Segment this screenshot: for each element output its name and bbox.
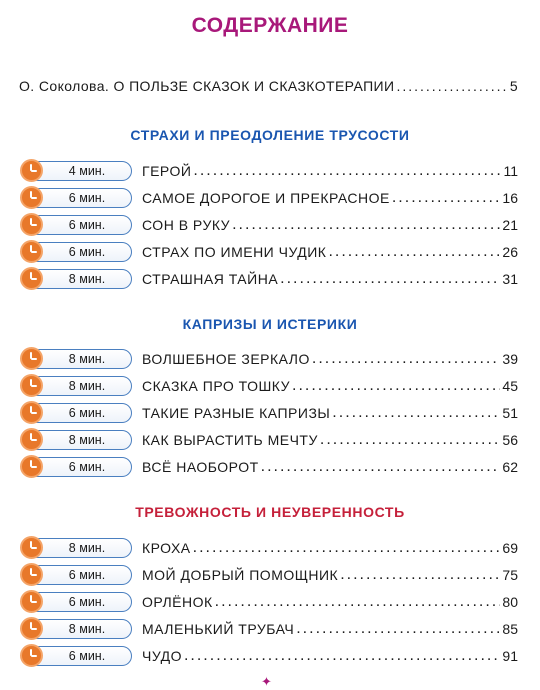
leader-dots <box>280 270 500 288</box>
leader-dots <box>328 243 500 261</box>
story-title: САМОЕ ДОРОГОЕ И ПРЕКРАСНОЕ <box>142 190 390 206</box>
reading-time-badge <box>22 430 132 450</box>
reading-time: 8 мин. <box>68 622 106 636</box>
toc-entry[interactable] <box>22 645 518 667</box>
reading-time: 4 мин. <box>68 164 106 178</box>
toc-entry[interactable] <box>22 591 518 613</box>
toc-entry[interactable] <box>22 241 518 263</box>
leader-dots <box>261 458 501 476</box>
story-title: МОЙ ДОБРЫЙ ПОМОЩНИК <box>142 567 339 583</box>
leader-dots <box>292 377 500 395</box>
intro-author: О. Соколова. <box>19 78 110 94</box>
clock-icon <box>20 644 43 667</box>
reading-time-badge <box>22 592 132 612</box>
reading-time: 6 мин. <box>68 218 106 232</box>
page-number: 91 <box>502 648 518 664</box>
page-number: 62 <box>502 459 518 475</box>
page-title: СОДЕРЖАНИЕ <box>191 14 349 37</box>
reading-time: 8 мин. <box>68 541 106 555</box>
story-title: СОН В РУКУ <box>142 217 231 233</box>
leader-dots <box>332 404 500 422</box>
leader-dots <box>312 350 501 368</box>
page-number: 56 <box>502 432 518 448</box>
page-number: 85 <box>502 621 518 637</box>
leader-dots <box>184 647 500 665</box>
leader-dots <box>232 216 500 234</box>
section-title-tantrums: КАПРИЗЫ И ИСТЕРИКИ <box>182 316 358 332</box>
clock-icon <box>20 186 43 209</box>
story-title: ГЕРОЙ <box>142 163 192 179</box>
leader-dots <box>396 78 507 94</box>
sparkle-icon: ✦ <box>261 674 272 689</box>
story-title: СТРАХ ПО ИМЕНИ ЧУДИК <box>142 244 327 260</box>
page-number: 45 <box>502 378 518 394</box>
story-title: ОРЛЁНОК <box>142 594 213 610</box>
intro-page: 5 <box>509 78 518 94</box>
page-number: 80 <box>502 594 518 610</box>
reading-time: 6 мин. <box>68 568 106 582</box>
page-number: 51 <box>502 405 518 421</box>
reading-time: 6 мин. <box>68 649 106 663</box>
clock-icon <box>20 401 43 424</box>
reading-time: 6 мин. <box>68 191 106 205</box>
toc-entry[interactable] <box>22 375 518 397</box>
reading-time: 6 мин. <box>68 406 106 420</box>
toc-entry[interactable] <box>22 618 518 640</box>
reading-time-badge <box>22 538 132 558</box>
reading-time-badge <box>22 646 132 666</box>
story-title: ТАКИЕ РАЗНЫЕ КАПРИЗЫ <box>142 405 331 421</box>
intro-entry[interactable] <box>19 78 518 94</box>
story-title: ВОЛШЕБНОЕ ЗЕРКАЛО <box>142 351 310 367</box>
clock-icon <box>20 617 43 640</box>
intro-name: О ПОЛЬЗЕ СКАЗОК И СКАЗКОТЕРАПИИ <box>113 78 395 94</box>
reading-time-badge <box>22 161 132 181</box>
reading-time-badge <box>22 403 132 423</box>
story-title: СКАЗКА ПРО ТОШКУ <box>142 378 291 394</box>
clock-icon <box>20 428 43 451</box>
clock-icon <box>20 267 43 290</box>
reading-time-badge <box>22 619 132 639</box>
page-number: 39 <box>502 351 518 367</box>
story-title: ЧУДО <box>142 648 182 664</box>
toc-entry[interactable] <box>22 429 518 451</box>
page-number: 31 <box>502 271 518 287</box>
clock-icon <box>20 455 43 478</box>
page-number: 69 <box>502 540 518 556</box>
reading-time-badge <box>22 376 132 396</box>
leader-dots <box>296 620 500 638</box>
clock-icon <box>20 590 43 613</box>
clock-icon <box>20 213 43 236</box>
clock-icon <box>20 159 43 182</box>
leader-dots <box>215 593 501 611</box>
reading-time: 8 мин. <box>68 272 106 286</box>
clock-icon <box>20 374 43 397</box>
reading-time: 8 мин. <box>68 433 106 447</box>
reading-time-badge <box>22 242 132 262</box>
reading-time-badge <box>22 188 132 208</box>
toc-entry[interactable] <box>22 402 518 424</box>
page-number: 11 <box>503 163 518 179</box>
reading-time-badge <box>22 269 132 289</box>
reading-time: 6 мин. <box>68 460 106 474</box>
page-number: 21 <box>502 217 518 233</box>
story-title: СТРАШНАЯ ТАЙНА <box>142 271 279 287</box>
leader-dots <box>392 189 501 207</box>
clock-icon <box>20 563 43 586</box>
leader-dots <box>340 566 500 584</box>
toc-entry[interactable] <box>22 214 518 236</box>
reading-time: 6 мин. <box>68 245 106 259</box>
reading-time: 6 мин. <box>68 595 106 609</box>
toc-entry[interactable] <box>22 268 518 290</box>
story-title: МАЛЕНЬКИЙ ТРУБАЧ <box>142 621 295 637</box>
reading-time-badge <box>22 349 132 369</box>
leader-dots <box>193 162 501 180</box>
section-title-fears: СТРАХИ И ПРЕОДОЛЕНИЕ ТРУСОСТИ <box>130 127 410 143</box>
leader-dots <box>193 539 501 557</box>
reading-time-badge <box>22 457 132 477</box>
story-title: КРОХА <box>142 540 191 556</box>
toc-entry[interactable] <box>22 456 518 478</box>
page-number: 75 <box>502 567 518 583</box>
reading-time-badge <box>22 565 132 585</box>
page-number: 16 <box>502 190 518 206</box>
toc-entry[interactable] <box>22 187 518 209</box>
story-title: КАК ВЫРАСТИТЬ МЕЧТУ <box>142 432 318 448</box>
reading-time-badge <box>22 215 132 235</box>
story-title: ВСЁ НАОБОРОТ <box>142 459 259 475</box>
clock-icon <box>20 240 43 263</box>
reading-time: 8 мин. <box>68 352 106 366</box>
reading-time: 8 мин. <box>68 379 106 393</box>
toc-entry[interactable] <box>22 348 518 370</box>
leader-dots <box>320 431 501 449</box>
page-number: 26 <box>502 244 518 260</box>
toc-entry[interactable] <box>22 160 518 182</box>
toc-entry[interactable] <box>22 564 518 586</box>
clock-icon <box>20 347 43 370</box>
clock-icon <box>20 536 43 559</box>
toc-entry[interactable] <box>22 537 518 559</box>
section-title-anxiety: ТРЕВОЖНОСТЬ И НЕУВЕРЕННОСТЬ <box>135 504 405 520</box>
